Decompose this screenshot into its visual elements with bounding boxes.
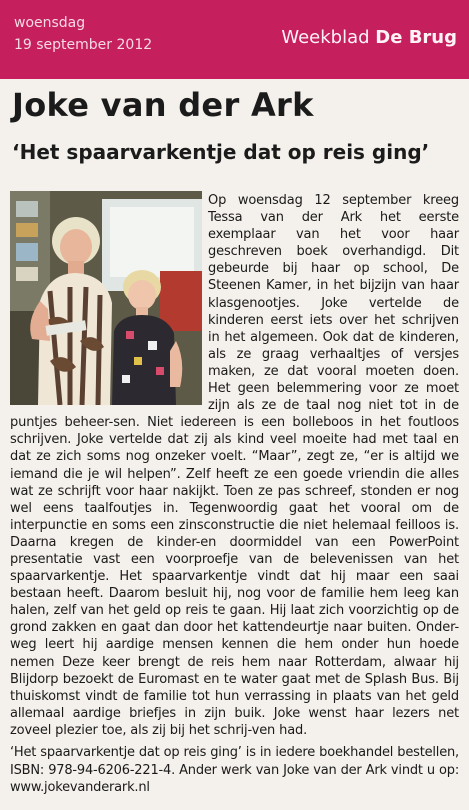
- article-footer-text: ‘Het spaarvarkentje dat op reis ging’ is in iedere boekhandel bestellen, ISBN: 978-94-6206-221-4. Ander werk van Joke van der Ark vindt u op: www.jokevanderark.nl: [10, 745, 459, 795]
- weekday: woensdag: [14, 15, 86, 31]
- brand-name: De Brug: [375, 27, 457, 48]
- publication-brand: [281, 27, 457, 48]
- article-body-text: Op woensdag 12 september kreeg Tessa van der Ark het eerste exemplaar van het voor haar geschreven boek overhandigd. Dit gebeurde bij haar op school, De Steenen Kamer, in het bijzijn van haar klasgenootjes. Joke vertelde de kinderen eerst iets over het schrijven in het algemeen. Ook dat de kinderen, als ze graag verhaaltjes of versjes maken, ze dat vooral moeten doen. Het geen belemmering voor ze moet zijn als ze de taal nog niet tot in de puntjes beheer-sen. Niet iedereen is een bolleboos in het foutloos schrijven. Joke vertelde dat zij als kind veel moeite had met taal en dat ze zich soms nog onzeker voelt. “Maar”, zegt ze, “er is altijd we iemand die je wil helpen”. Zelf heeft ze een goede vriendin die alles wat ze schrijft voor haar nakijkt. Toen ze pas schreef, stonden er nog wel eens taalfoutjes in. Tegenwoordig gaat het vooral om de interpunctie en soms een zinsconstructie die niet helemaal feilloos is. Daarna kregen de kinder-en doormiddel van een PowerPoint presentatie vast een voorproefje van de belevenissen van het spaarvarkentje. Het spaarvarkentje vindt dat hij maar een saai bestaan heeft. Daarom besluit hij, nog voor de familie hem leeg kan halen, zelf van het geld op reis te gaan. Hij laat zich voorzichtig op de grond zakken en gaat dan door het kattendeurtje naar buiten. Onder-weg leert hij aardige mensen kennen die hem onder hun hoede nemen Deze keer brengt de reis hem naar Rotterdam, alwaar hij Blijdorp bezoekt de Euromast en te water gaat met de Splash Bus. Bij thuiskomst vindt de familie tot hun verrassing in plaats van het geld allemaal aardige briefjes in zijn buik. Joke wenst haar lezers net zoveel plezier toe, als zij bij het schrij-ven had.: [10, 193, 459, 738]
- publication-date: [14, 12, 152, 56]
- brand-prefix: Weekblad: [281, 27, 370, 48]
- article-footer: [10, 744, 459, 797]
- newspaper-header: [0, 0, 469, 79]
- article-title: Joke van der Ark: [12, 86, 314, 124]
- article-body: [10, 192, 459, 739]
- article-subtitle: ‘Het spaarvarkentje dat op reis ging’: [12, 140, 430, 164]
- photo-float-spacer: [10, 192, 208, 406]
- date-text: 19 september 2012: [14, 37, 153, 53]
